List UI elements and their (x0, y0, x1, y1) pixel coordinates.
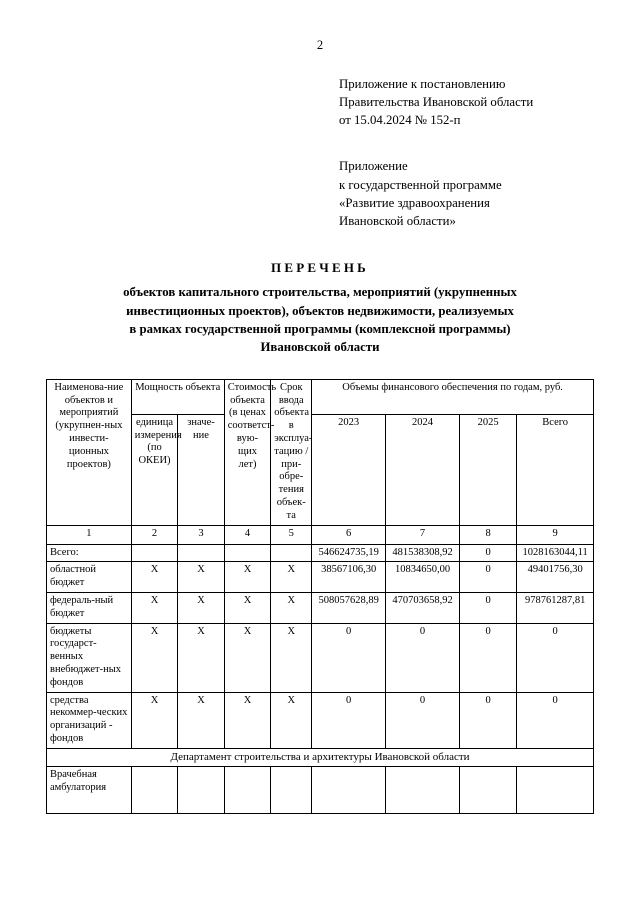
header-finance-group: Объемы финансового обеспечения по годам, руб. (312, 379, 594, 414)
row-cost: Х (224, 592, 270, 623)
appendix-program-line-1: Приложение (339, 159, 408, 174)
page-number: 2 (316, 38, 324, 52)
appendix-header-block (46, 75, 594, 230)
header-value: значе-ние (178, 414, 224, 525)
row-cost (224, 544, 270, 562)
header-object-name: Наименова-ние объектов и мероприятий (укрупнен-ных инвести-ционных проектов) (47, 379, 132, 525)
appendix-to-program (339, 157, 594, 230)
row-term: Х (271, 692, 312, 748)
header-year-2025: 2025 (459, 414, 516, 525)
row-unit: Х (131, 692, 177, 748)
row-name: Всего: (47, 544, 132, 562)
header-year-2023: 2023 (312, 414, 386, 525)
table-row (47, 767, 594, 814)
row-term (271, 544, 312, 562)
row-total: 1028163044,11 (517, 544, 594, 562)
row-term (271, 767, 312, 814)
number-col-4: 4 (224, 525, 270, 544)
number-col-3: 3 (178, 525, 224, 544)
row-name: областной бюджет (47, 562, 132, 593)
table-row (47, 623, 594, 692)
row-value (178, 544, 224, 562)
row-total: 49401756,30 (517, 562, 594, 593)
row-cost: Х (224, 623, 270, 692)
row-unit (131, 544, 177, 562)
number-col-6: 6 (312, 525, 386, 544)
row-y2023: 546624735,19 (312, 544, 386, 562)
page-title: ПЕРЕЧЕНЬ (271, 260, 369, 276)
objects-table (46, 379, 594, 814)
row-y2023: 0 (312, 692, 386, 748)
row-cost: Х (224, 562, 270, 593)
row-y2025: 0 (459, 544, 516, 562)
row-y2023: 508057628,89 (312, 592, 386, 623)
number-col-5: 5 (271, 525, 312, 544)
row-name: федераль-ный бюджет (47, 592, 132, 623)
appendix-program-line-4: Ивановской области» (339, 213, 456, 228)
row-value: Х (178, 623, 224, 692)
row-y2023: 0 (312, 623, 386, 692)
table-row (47, 592, 594, 623)
row-name: Врачебная амбулатория (47, 767, 132, 814)
row-total: 0 (517, 623, 594, 692)
row-y2025: 0 (459, 623, 516, 692)
row-cost: Х (224, 692, 270, 748)
row-y2024 (386, 767, 460, 814)
header-total: Всего (517, 414, 594, 525)
header-power-group: Мощность объекта (131, 379, 224, 414)
appendix-to-line-1: Приложение к постановлению (339, 77, 506, 91)
row-y2024: 10834650,00 (386, 562, 460, 593)
row-value (178, 767, 224, 814)
appendix-program-line-3: «Развитие здравоохранения (339, 195, 490, 210)
subtitle-line-3: в рамках государственной программы (комплексной программы) (129, 321, 511, 336)
subtitle-line-1: объектов капитального строительства, мероприятий (укрупненных (123, 285, 517, 300)
table-row (47, 562, 594, 593)
row-value: Х (178, 692, 224, 748)
subtitle-line-4: Ивановской области (260, 340, 380, 355)
row-y2023: 38567106,30 (312, 562, 386, 593)
number-col-7: 7 (386, 525, 460, 544)
row-y2023 (312, 767, 386, 814)
appendix-program-line-2: к государственной программе (339, 177, 502, 192)
row-value: Х (178, 592, 224, 623)
row-unit: Х (131, 623, 177, 692)
row-y2025: 0 (459, 562, 516, 593)
number-col-2: 2 (131, 525, 177, 544)
table-department-row (47, 748, 594, 766)
row-name: средства некоммер-ческих организаций - фондов (47, 692, 132, 748)
row-value: Х (178, 562, 224, 593)
subtitle-line-2: инвестиционных проектов), объектов недвижимости, реализуемых (126, 303, 514, 318)
row-y2024: 0 (386, 692, 460, 748)
row-name: бюджеты государст-венных внебюджет-ных фондов (47, 623, 132, 692)
table-row (47, 692, 594, 748)
appendix-to-decree (339, 75, 594, 129)
table-header-row-1 (47, 379, 594, 414)
row-unit: Х (131, 592, 177, 623)
row-term: Х (271, 592, 312, 623)
row-unit (131, 767, 177, 814)
row-y2024: 470703658,92 (386, 592, 460, 623)
row-total: 978761287,81 (517, 592, 594, 623)
table-number-row (47, 525, 594, 544)
row-term: Х (271, 623, 312, 692)
row-y2024: 0 (386, 623, 460, 692)
row-y2024: 481538308,92 (386, 544, 460, 562)
appendix-to-line-2: Правительства Ивановской области (339, 95, 534, 110)
document-title-block (46, 260, 594, 357)
header-cost: Стоимость объекта (в ценах соответст-вую-щих лет) (224, 379, 270, 525)
number-col-1: 1 (47, 525, 132, 544)
row-term: Х (271, 562, 312, 593)
row-y2025 (459, 767, 516, 814)
appendix-to-line-3: от 15.04.2024 № 152-п (339, 113, 461, 128)
header-unit: единица измерения (по ОКЕИ) (131, 414, 177, 525)
row-total (517, 767, 594, 814)
number-col-9: 9 (517, 525, 594, 544)
department-name: Департамент строительства и архитектуры Ивановской области (47, 748, 594, 766)
row-unit: Х (131, 562, 177, 593)
row-y2025: 0 (459, 592, 516, 623)
number-col-8: 8 (459, 525, 516, 544)
header-term: Срок ввода объекта в эксплуа-тацию / при-обре-тения объек-та (271, 379, 312, 525)
table-row (47, 544, 594, 562)
row-total: 0 (517, 692, 594, 748)
document-subtitle (46, 283, 594, 357)
header-year-2024: 2024 (386, 414, 460, 525)
row-y2025: 0 (459, 692, 516, 748)
row-cost (224, 767, 270, 814)
